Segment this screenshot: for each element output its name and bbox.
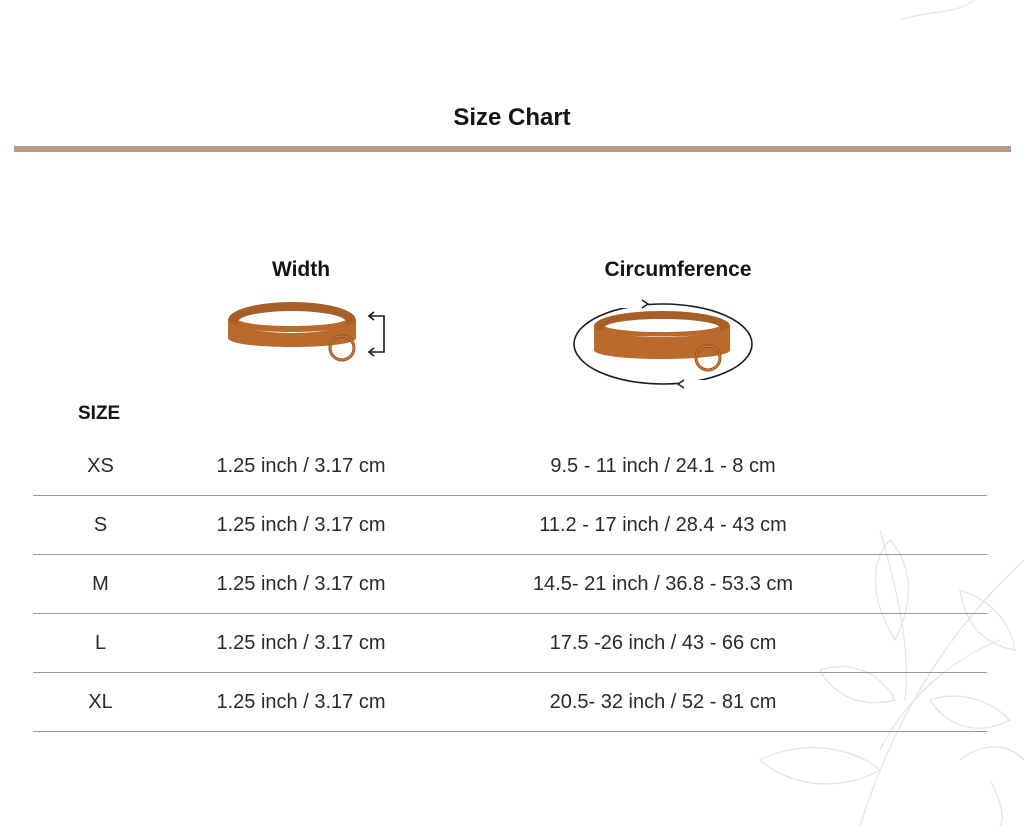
width-cell: 1.25 inch / 3.17 cm xyxy=(216,632,386,654)
circumference-heading: Circumference xyxy=(604,258,752,281)
table-row xyxy=(33,437,987,496)
table-row xyxy=(33,555,987,614)
size-cell: L xyxy=(94,632,107,654)
circumference-cell: 20.5- 32 inch / 52 - 81 cm xyxy=(549,691,777,713)
size-heading: SIZE xyxy=(78,403,121,424)
size-cell: S xyxy=(93,514,108,536)
circumference-cell: 14.5- 21 inch / 36.8 - 53.3 cm xyxy=(532,573,794,595)
circumference-cell: 11.2 - 17 inch / 28.4 - 43 cm xyxy=(539,514,787,536)
collar-width-icon xyxy=(222,298,392,368)
size-cell: M xyxy=(92,573,109,595)
width-cell: 1.25 inch / 3.17 cm xyxy=(216,691,386,713)
page-title: Size Chart xyxy=(453,104,571,131)
table-row xyxy=(33,496,987,555)
circumference-cell: 17.5 -26 inch / 43 - 66 cm xyxy=(549,632,777,654)
width-cell: 1.25 inch / 3.17 cm xyxy=(216,573,386,595)
size-cell: XS xyxy=(87,455,114,477)
width-cell: 1.25 inch / 3.17 cm xyxy=(216,455,386,477)
collar-circumference-icon xyxy=(570,296,756,392)
size-cell: XL xyxy=(88,691,113,713)
table-row xyxy=(33,614,987,673)
table-row xyxy=(33,673,987,732)
width-heading: Width xyxy=(271,258,331,281)
width-cell: 1.25 inch / 3.17 cm xyxy=(216,514,386,536)
title-divider xyxy=(14,146,1011,152)
circumference-cell: 9.5 - 11 inch / 24.1 - 8 cm xyxy=(550,455,776,477)
